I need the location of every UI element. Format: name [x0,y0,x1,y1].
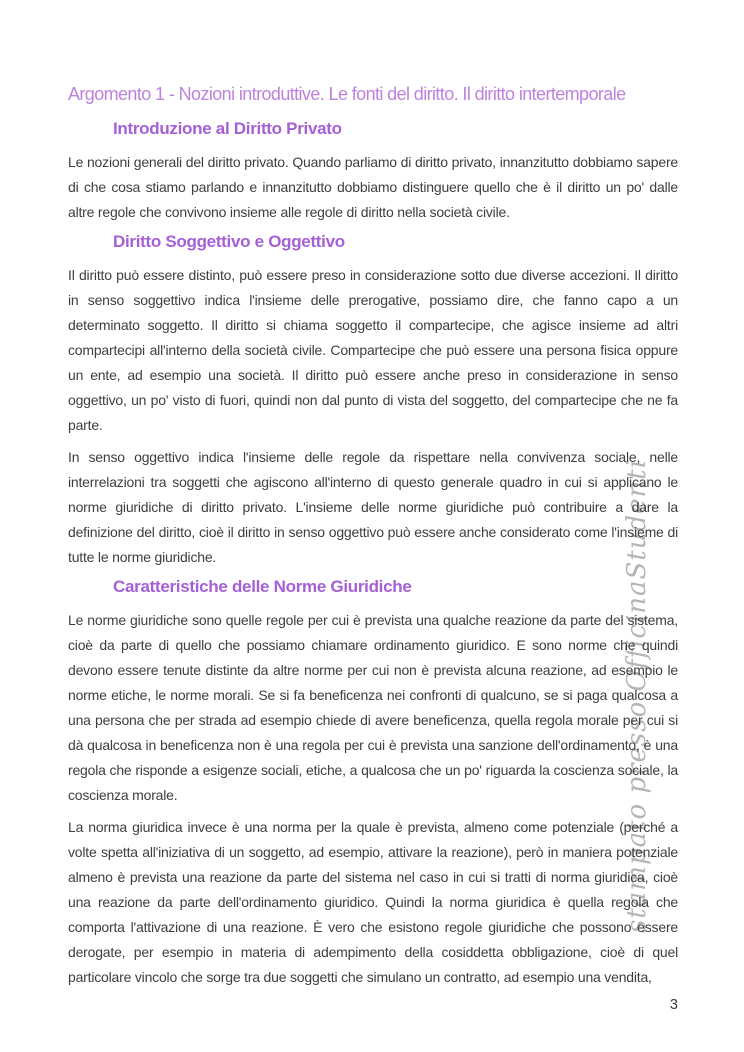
paragraph: Il diritto può essere distinto, può essere preso in considerazione sotto due diverse accezioni. Il diritto in senso soggettivo indica l'insieme delle prerogative, possiamo dire, che fanno capo a un determinato soggetto. Il diritto si chiama soggetto il compartecipe, che agisce insieme ad altri compartecipi all'interno della società civile. Compartecipe che può essere una persona fisica oppure un ente, ad esempio una società. Il diritto può essere anche preso in considerazione in senso oggettivo, un po' visto di fuori, quindi non dal punto di vista del soggetto, del compartecipe che ne fa parte. [68,267,678,433]
page-content [68,84,678,1013]
paragraph: Le nozioni generali del diritto privato. Quando parliamo di diritto privato, innanzitutto dobbiamo sapere di che cosa stiamo parlando e innanzitutto dobbiamo distinguere quello che è il diritto un po' dalle altre regole che convivono insieme alle regole di diritto nella società civile. [68,154,678,220]
section-heading-caratteristiche-norme: Caratteristiche delle Norme Giuridiche [113,577,412,596]
paragraph: La norma giuridica invece è una norma per la quale è prevista, almeno come potenziale (perché a volte spetta all'iniziativa di un soggetto, ad esempio, attivare la reazione), però in maniera potenziale almeno è prevista una reazione da parte del sistema nel caso in cui si tratti di norma giuridica, cioè una reazione da parte dell'ordinamento giuridico. Quindi la norma giuridica è quella regola che comporta l'attivazione di una reazione. È vero che esistono regole giuridiche che possono essere derogate, per esempio in materia di adempimento della cosiddetta obbligazione, cioè di quel particolare vincolo che sorge tra due soggetti che simulano un contratto, ad esempio una vendita, [68,819,678,985]
page-title: Argomento 1 - Nozioni introduttive. Le fonti del diritto. Il diritto intertemporale [68,84,626,104]
paragraph: In senso oggettivo indica l'insieme delle regole da rispettare nella convivenza sociale, nelle interrelazioni tra soggetti che agiscono all'interno di questo generale quadro in cui si applicano le norme giuridiche di diritto privato. L'insieme delle norme giuridiche può contribuire a dare la definizione del diritto, cioè il diritto in senso oggettivo può essere anche considerato come l'insieme di tutte le norme giuridiche. [68,449,678,565]
section-heading-introduzione: Introduzione al Diritto Privato [113,119,342,138]
section-heading-diritto-soggettivo-oggettivo: Diritto Soggettivo e Oggettivo [113,232,345,251]
diagonal-watermark: stampato presso OfficinaStudenti [622,458,652,933]
paragraph: Le norme giuridiche sono quelle regole per cui è prevista una qualche reazione da parte del sistema, cioè da parte di quello che possiamo chiamare ordinamento giuridico. E sono norme che quindi devono essere tenute distinte da altre norme per cui non è prevista alcuna reazione, ad esempio le norme etiche, le norme morali. Se si fa beneficenza nei confronti di qualcuno, se si paga qualcosa a una persona che per strada ad esempio chiede di avere beneficenza, quella regola morale per cui si dà qualcosa in beneficenza non è una regola per cui è prevista una sanzione dell'ordinamento, è una regola che risponde a esigenze sociali, etiche, a qualcosa che un po' riguarda la coscienza sociale, la coscienza morale. [68,612,678,803]
page-number: 3 [669,997,678,1013]
